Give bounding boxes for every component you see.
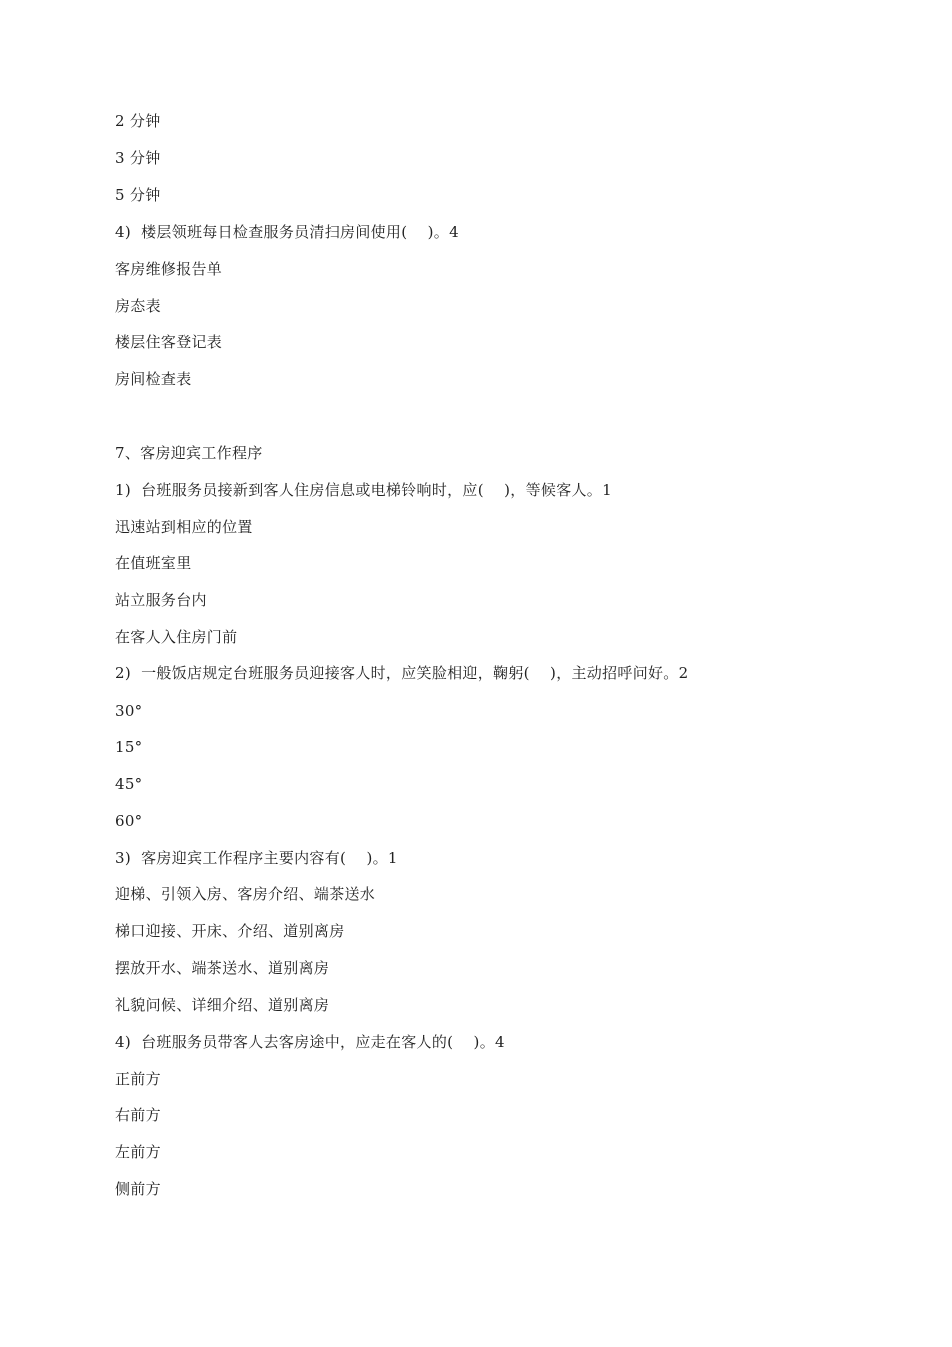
option-text: 站立服务台内: [115, 591, 207, 609]
option-text: 正前方: [115, 1070, 161, 1088]
option-text: 房态表: [115, 297, 161, 315]
option-text: 右前方: [115, 1106, 161, 1124]
section-heading: 7、客房迎宾工作程序: [115, 444, 263, 462]
option-text: 侧前方: [115, 1180, 161, 1198]
question-text: 4) 楼层领班每日检查服务员清扫房间使用( )。4: [115, 223, 459, 241]
option-text: 梯口迎接、开床、介绍、道别离房: [115, 922, 345, 940]
option-3min: 3 分钟: [115, 149, 161, 167]
option-text: 45°: [115, 775, 143, 793]
option-text: 60°: [115, 812, 143, 830]
option-text: 30°: [115, 702, 143, 720]
option-text: 在客人入住房门前: [115, 628, 238, 646]
option-text: 礼貌问候、详细介绍、道别离房: [115, 996, 330, 1014]
question-text: 4) 台班服务员带客人去客房途中，应走在客人的( )。4: [115, 1033, 505, 1051]
option-text: 在值班室里: [115, 554, 192, 572]
option-text: 左前方: [115, 1143, 161, 1161]
question-text: 3) 客房迎宾工作程序主要内容有( )。1: [115, 849, 398, 867]
option-2min: 2 分钟: [115, 112, 161, 130]
question-text: 1) 台班服务员接新到客人住房信息或电梯铃响时，应( )，等候客人。1: [115, 481, 612, 499]
option-text: 迅速站到相应的位置: [115, 518, 253, 536]
option-text: 摆放开水、端茶送水、道别离房: [115, 959, 330, 977]
option-text: 15°: [115, 738, 143, 756]
option-text: 楼层住客登记表: [115, 333, 223, 351]
question-text: 2) 一般饭店规定台班服务员迎接客人时，应笑脸相迎，鞠躬( )，主动招呼问好。2: [115, 664, 689, 682]
option-text: 房间检查表: [115, 370, 192, 388]
option-text: 迎梯、引领入房、客房介绍、端茶送水: [115, 885, 376, 903]
option-text: 客房维修报告单: [115, 260, 223, 278]
option-5min: 5 分钟: [115, 186, 161, 204]
